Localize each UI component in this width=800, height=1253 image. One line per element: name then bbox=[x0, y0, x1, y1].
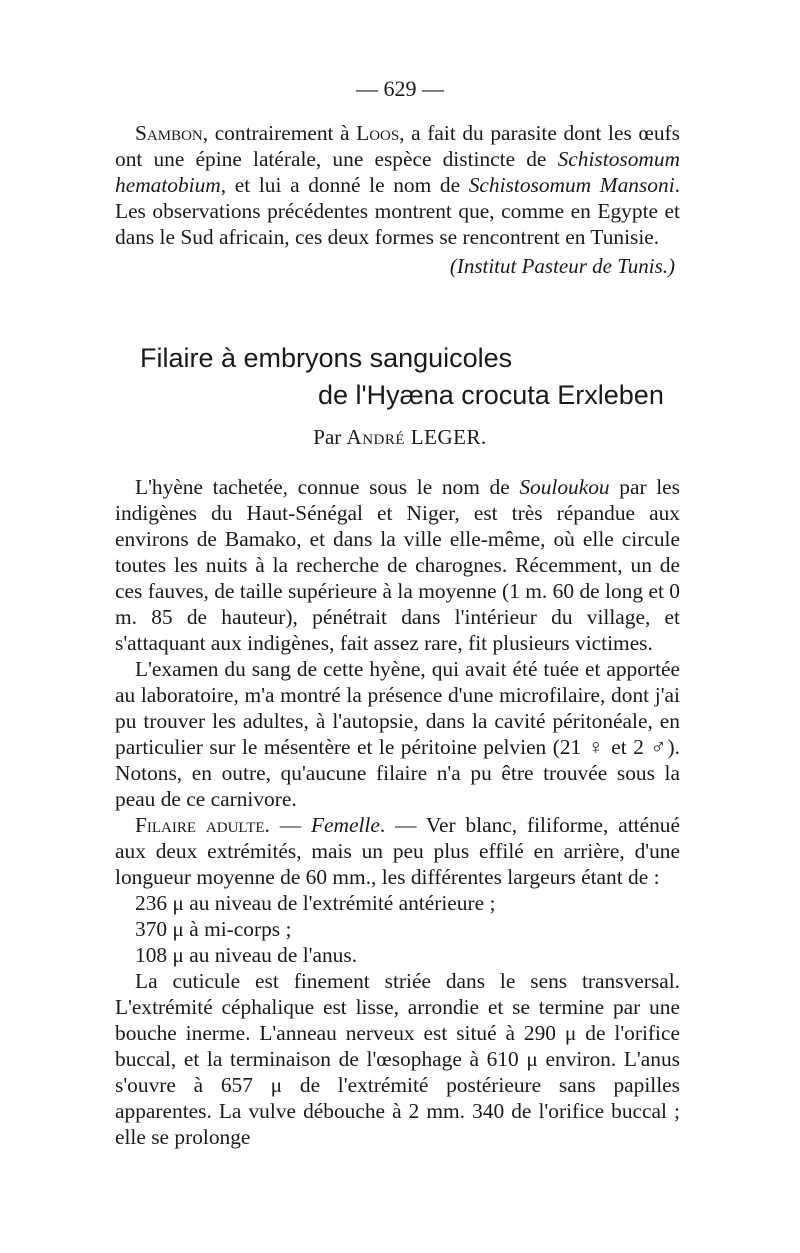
cuticle-paragraph bbox=[115, 968, 680, 1150]
italic-term: Schistosomum Mansoni bbox=[468, 173, 675, 197]
author-last-name: LEGER. bbox=[405, 425, 487, 449]
measurement-line: 108 μ au niveau de l'anus. bbox=[135, 943, 358, 967]
text-run: par les indigènes du Haut-Sénégal et Niger, est très répandue aux environs de Bamako, et dans la ville elle-même, où elle circule toutes les nuits à la recherche de charognes. Récemment, un de ces fauves, de taille supérieure à la moyenne (1 m. 60 de long et 0 m. 85 de hauteur), pénétrait dans l'intérieur du village, et s'attaquant aux indigènes, fait assez rare, fit plusieurs victimes. bbox=[115, 475, 680, 655]
small-caps-term: Sambon bbox=[135, 121, 203, 145]
blood-exam-paragraph bbox=[115, 656, 680, 812]
text-run: , a fait du parasite dont les œufs ont une épine latérale, une espèce distincte de bbox=[115, 121, 681, 171]
text-run: , et lui a donné le nom de bbox=[220, 173, 469, 197]
intro-paragraph bbox=[115, 474, 680, 656]
closing-paragraph-block bbox=[115, 120, 680, 250]
text-run: . — bbox=[264, 813, 311, 837]
text-run: , contrairement à bbox=[202, 121, 357, 145]
text-run: La cuticule est finement striée dans le sens transversal. L'extrémité céphalique est lisse, arrondie et se termine par une bouche inerme. L'anneau nerveux est situé à 290 μ de l'orifice buccal, et la terminaison de l'œsophage à 610 μ environ. L'anus s'ouvre à 657 μ de l'extrémité postérieure sans papilles apparentes. La vulve débouche à 2 mm. 340 de l'orifice buccal ; elle se prolonge bbox=[115, 969, 680, 1149]
article-title-line2: de l'Hyæna crocuta Erxleben bbox=[318, 380, 664, 410]
page-number: — 629 — bbox=[356, 76, 444, 101]
italic-term: Souloukou bbox=[519, 475, 610, 499]
institution-signature: (Institut Pasteur de Tunis.) bbox=[449, 254, 675, 278]
article-body bbox=[115, 474, 680, 1150]
author-prefix: Par bbox=[313, 425, 347, 449]
text-run: . — Ver blanc, filiforme, atténué aux deux extrémités, mais un peu plus effilé en arrière, d'une longueur moyenne de 60 mm., les différentes largeurs étant de : bbox=[115, 813, 680, 889]
text-run: L'examen du sang de cette hyène, qui avait été tuée et apportée au laboratoire, m'a montré la présence d'une microfilaire, dont j'ai pu trouver les adultes, à l'autopsie, dans la cavité péritonéale, en particulier sur le mésentère et le péritoine pelvien (21 ♀ et 2 ♂). Notons, en outre, qu'aucune filaire n'a pu être trouvée sous la peau de ce carnivore. bbox=[115, 657, 680, 811]
small-caps-term: Filaire adulte bbox=[135, 813, 265, 837]
small-caps-term: Loos bbox=[356, 121, 400, 145]
measurement-line: 370 μ à mi-corps ; bbox=[135, 917, 292, 941]
article-title-line1: Filaire à embryons sanguicoles bbox=[140, 343, 513, 373]
text-run: L'hyène tachetée, connue sous le nom de bbox=[135, 475, 520, 499]
adult-filaria-paragraph bbox=[115, 812, 680, 890]
italic-term: Schistosomum hematobium bbox=[115, 147, 680, 197]
italic-term: Femelle bbox=[310, 813, 380, 837]
article-author bbox=[0, 425, 800, 450]
closing-paragraph bbox=[115, 120, 680, 250]
author-first-name: André bbox=[346, 425, 406, 449]
measurement-line: 236 μ au niveau de l'extrémité antérieure ; bbox=[135, 891, 496, 915]
text-run: . Les observations précédentes montrent que, comme en Egypte et dans le Sud africain, ces deux formes se rencontrent en Tunisie. bbox=[115, 173, 680, 249]
